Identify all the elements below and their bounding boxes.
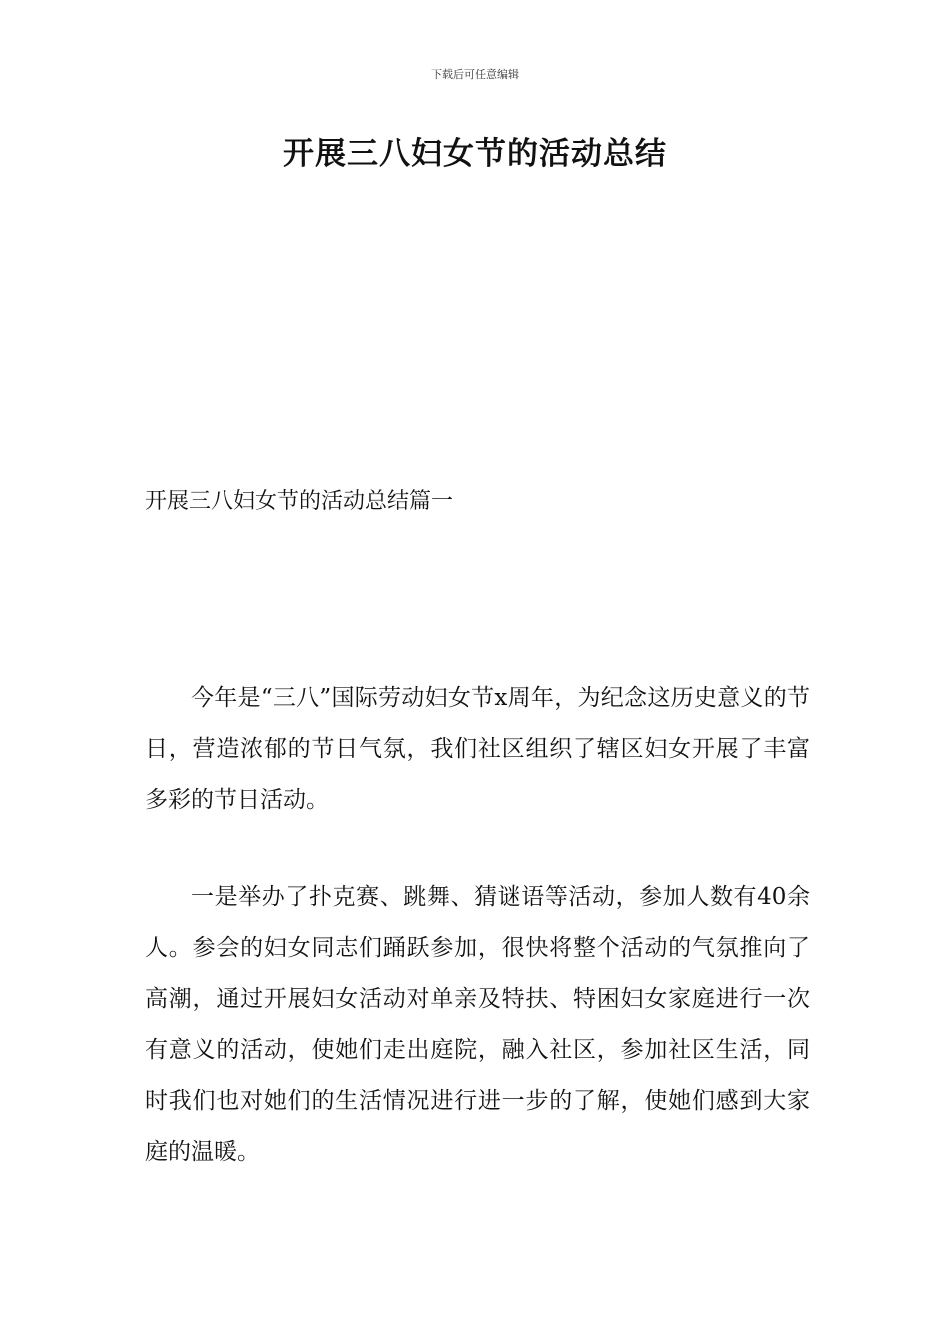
header-note: 下载后可任意编辑 [431, 68, 519, 81]
document-title: 开展三八妇女节的活动总结 [283, 136, 667, 172]
paragraph-1: 今年是“三八”国际劳动妇女节x周年，为纪念这历史意义的节日，营造浓郁的节日气氛，我们社区组织了辖区妇女开展了丰富多彩的节日活动。 [145, 685, 810, 813]
paragraph-2: 一是举办了扑克赛、跳舞、猜谜语等活动，参加人数有40余人。参会的妇女同志们踊跃参加，很快将整个活动的气氛推向了高潮，通过开展妇女活动对单亲及特扶、特困妇女家庭进行一次有意义的活动，使她们走出庭院，融入社区，参加社区生活，同时我们也对她们的生活情况进行进一步的了解，使她们感到大家庭的温暖。 [145, 884, 810, 1165]
section-heading: 开展三八妇女节的活动总结篇一 [145, 489, 454, 514]
